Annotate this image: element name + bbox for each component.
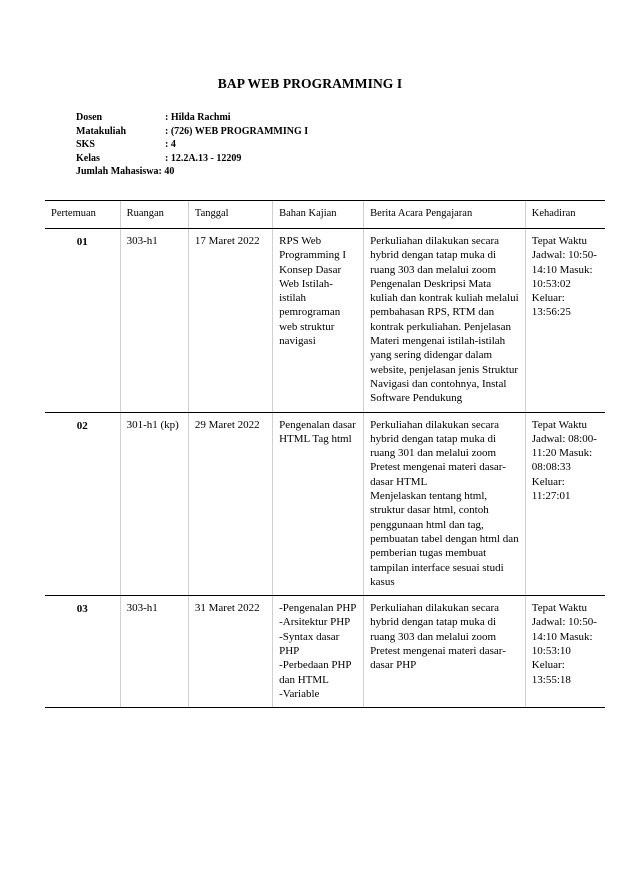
info-row-kelas	[76, 152, 308, 166]
header-pertemuan: Pertemuan	[45, 201, 120, 229]
info-value: : 12.2A.13 - 12209	[165, 152, 242, 164]
info-row-matakuliah	[76, 125, 308, 139]
cell-ruangan: 301-h1 (kp)	[120, 412, 188, 596]
cell-pertemuan: 01	[45, 229, 120, 413]
cell-tanggal: 31 Maret 2022	[188, 596, 272, 708]
info-label: Jumlah Mahasiswa	[76, 166, 159, 177]
info-value: : Hilda Rachmi	[165, 112, 231, 123]
header-kehadiran: Kehadiran	[525, 201, 605, 229]
table-row	[45, 229, 605, 413]
cell-kehadiran: Tepat Waktu Jadwal: 08:00-11:20 Masuk: 08:08:33 Keluar: 11:27:01	[525, 412, 605, 596]
cell-berita-acara: Perkuliahan dilakukan secara hybrid dengan tatap muka di ruang 303 dan melalui zoom Pretest mengenai materi dasar-dasar PHP	[364, 596, 526, 708]
table-row	[45, 412, 605, 596]
cell-bahan-kajian: -Pengenalan PHP -Arsitektur PHP -Syntax dasar PHP -Perbedaan PHP dan HTML -Variable	[273, 596, 364, 708]
cell-tanggal: 17 Maret 2022	[188, 229, 272, 413]
cell-ruangan: 303-h1	[120, 596, 188, 708]
header-bahan-kajian: Bahan Kajian	[273, 201, 364, 229]
info-label: SKS	[76, 139, 95, 150]
header-berita-acara: Berita Acara Pengajaran	[364, 201, 526, 229]
document-title: BAP WEB PROGRAMMING I	[217, 76, 403, 91]
info-row-jumlah-mahasiswa	[76, 165, 308, 179]
info-label: Dosen	[76, 112, 103, 123]
cell-bahan-kajian: Pengenalan dasar HTML Tag html	[273, 412, 364, 596]
cell-ruangan: 303-h1	[120, 229, 188, 413]
cell-berita-acara: Perkuliahan dilakukan secara hybrid dengan tatap muka di ruang 301 dan melalui zoom Pretest mengenai materi dasar-dasar HTML Menjelaskan tentang html, struktur dasar html, contoh penggunaan html dan tag, pembuatan tabel dengan html dan pemberian tugas membuat tampilan interface sesuai studi kasus	[364, 412, 526, 596]
info-label: Matakuliah	[76, 125, 127, 137]
info-value: : 4	[165, 139, 176, 150]
info-label: Kelas	[76, 152, 100, 164]
cell-tanggal: 29 Maret 2022	[188, 412, 272, 596]
info-value: : 40	[158, 166, 175, 177]
cell-pertemuan: 02	[45, 412, 120, 596]
info-row-sks	[76, 138, 308, 152]
cell-kehadiran: Tepat Waktu Jadwal: 10:50-14:10 Masuk: 10:53:02 Keluar: 13:56:25	[525, 229, 605, 413]
table-header-row	[45, 201, 605, 229]
info-value: : (726) WEB PROGRAMMING I	[165, 125, 309, 137]
table-row	[45, 596, 605, 708]
cell-bahan-kajian: RPS Web Programming I Konsep Dasar Web Istilah-istilah pemrograman web struktur navigasi	[273, 229, 364, 413]
header-ruangan: Ruangan	[120, 201, 188, 229]
header-tanggal: Tanggal	[188, 201, 272, 229]
attendance-table	[45, 200, 605, 708]
course-info	[76, 111, 308, 179]
cell-kehadiran: Tepat Waktu Jadwal: 10:50-14:10 Masuk: 10:53:10 Keluar: 13:55:18	[525, 596, 605, 708]
info-row-dosen	[76, 111, 308, 125]
cell-berita-acara: Perkuliahan dilakukan secara hybrid dengan tatap muka di ruang 303 dan melalui zoom Pengenalan Deskripsi Mata kuliah dan kontrak kuliah melalui pembahasan RPS, RTM dan kontrak perkuliahan. Penjelasan Materi mengenai istilah-istilah yang sering didengar dalam website, penjelasan jenis Struktur Navigasi dan contohnya, Instal Software Pendukung	[364, 229, 526, 413]
cell-pertemuan: 03	[45, 596, 120, 708]
